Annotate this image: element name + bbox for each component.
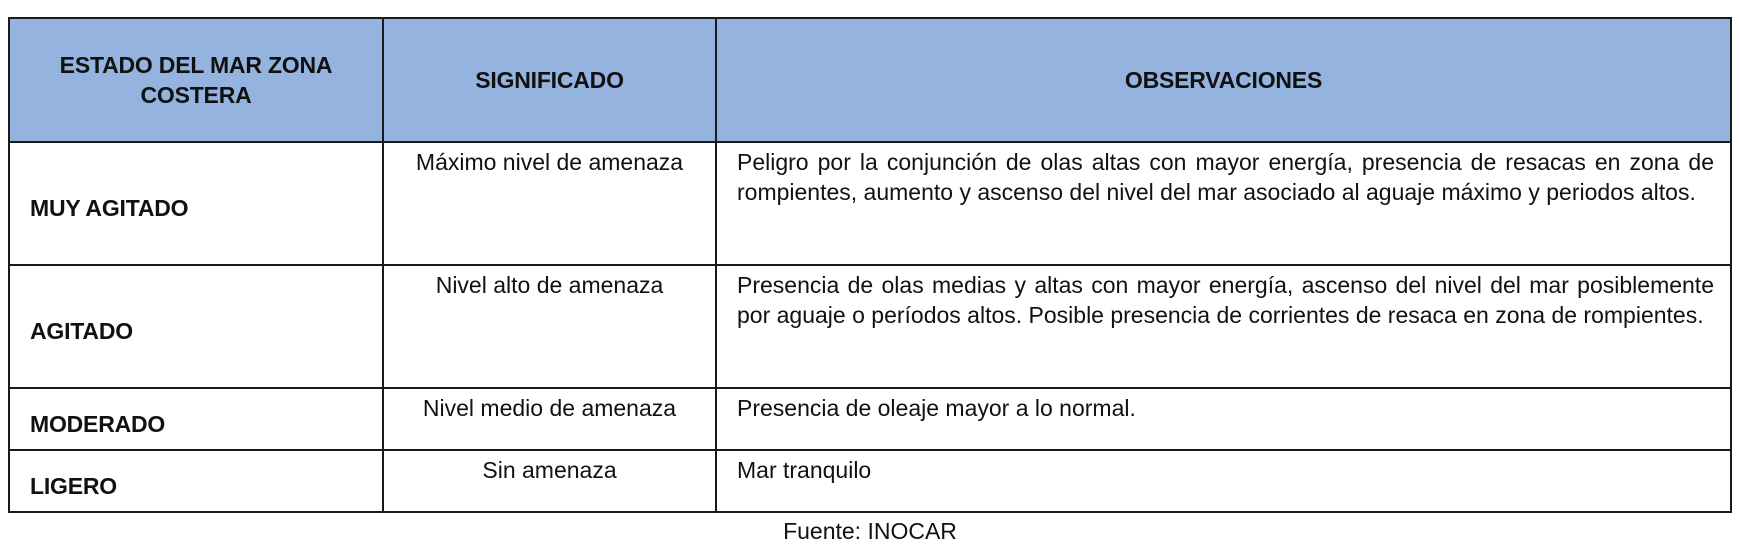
row-state: MODERADO <box>9 388 383 450</box>
table-row <box>9 265 1731 388</box>
row-observations: Mar tranquilo <box>716 450 1731 512</box>
header-meaning: SIGNIFICADO <box>383 18 716 142</box>
row-observations: Peligro por la conjunción de olas altas con mayor energía, presencia de resacas en zona de rompientes, aumento y ascenso del nivel del mar asociado al aguaje máximo y periodos altos. <box>716 142 1731 265</box>
row-state: AGITADO <box>9 265 383 388</box>
table-header-row <box>9 18 1731 142</box>
row-meaning: Nivel alto de amenaza <box>383 265 716 388</box>
row-observations: Presencia de oleaje mayor a lo normal. <box>716 388 1731 450</box>
row-meaning: Máximo nivel de amenaza <box>383 142 716 265</box>
header-sea-state: ESTADO DEL MAR ZONA COSTERA <box>9 18 383 142</box>
row-observations: Presencia de olas medias y altas con mayor energía, ascenso del nivel del mar posiblemente por aguaje o períodos altos. Posible presencia de corrientes de resaca en zona de rompientes. <box>716 265 1731 388</box>
source-caption: Fuente: INOCAR <box>783 518 957 544</box>
table-row <box>9 142 1731 265</box>
table-row <box>9 450 1731 512</box>
header-observations: OBSERVACIONES <box>716 18 1731 142</box>
table-row <box>9 388 1731 450</box>
row-meaning: Nivel medio de amenaza <box>383 388 716 450</box>
row-meaning: Sin amenaza <box>383 450 716 512</box>
sea-state-table <box>8 17 1732 513</box>
row-state: MUY AGITADO <box>9 142 383 265</box>
sea-state-table-container <box>8 17 1730 513</box>
row-state: LIGERO <box>9 450 383 512</box>
